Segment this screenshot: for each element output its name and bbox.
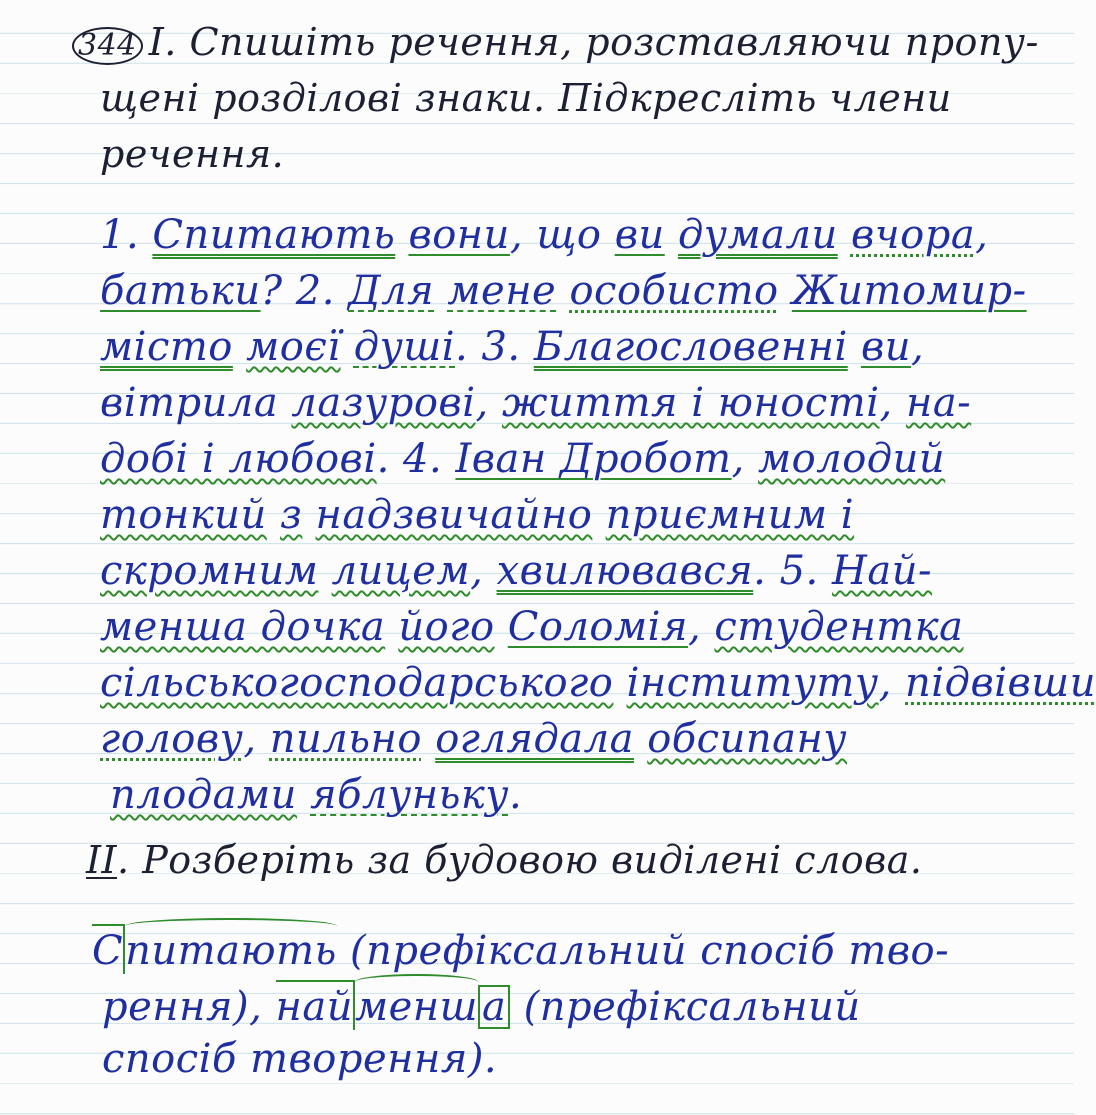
answer-line-11	[110, 772, 522, 818]
adverbial-word: підвівши	[905, 660, 1096, 706]
attribute-word: на-	[905, 380, 972, 426]
attribute-word: приємним і	[605, 492, 855, 538]
attribute-word: моєї	[246, 324, 341, 370]
ending-mark: а	[478, 985, 510, 1029]
text-fragment: . 4.	[376, 436, 456, 482]
answer2-text: (префіксальний	[510, 984, 861, 1030]
address-word: вітрила	[100, 380, 279, 426]
task-line-1	[72, 20, 1039, 65]
text-fragment: ,	[687, 604, 715, 650]
answer-line-5	[100, 436, 945, 482]
part2-roman: II	[86, 838, 118, 882]
attribute-word: його	[398, 604, 495, 650]
attribute-word: добі і любові	[100, 436, 377, 482]
attribute-word: менша дочка	[100, 604, 386, 650]
text-fragment	[495, 604, 508, 650]
text-fragment: ,	[243, 716, 270, 762]
answer-line-7	[100, 548, 932, 594]
text-fragment: ,	[470, 548, 497, 594]
text-fragment: .	[508, 772, 523, 818]
object-word: яблуньку	[310, 772, 509, 818]
text-fragment	[233, 324, 246, 370]
text-fragment	[779, 268, 792, 314]
answer2-line-1	[92, 924, 949, 974]
text-fragment: ? 2.	[260, 268, 349, 314]
predicate-word: хвилювався	[496, 548, 754, 594]
attribute-word: життя і юності	[501, 380, 880, 426]
answer2-line-3	[102, 1036, 497, 1082]
root-mark: менш	[354, 984, 479, 1030]
answer-line-3	[100, 324, 924, 370]
answer-line-4	[100, 380, 971, 426]
predicate-word: думали	[677, 212, 838, 258]
text-fragment	[434, 268, 447, 314]
attribute-word: з	[280, 492, 303, 538]
attribute-word: інституту	[626, 660, 879, 706]
text-fragment	[665, 212, 678, 258]
text-fragment: ,	[975, 212, 989, 258]
text-fragment: ,	[911, 324, 925, 370]
text-fragment: ,	[878, 660, 906, 706]
subject-word: ви	[860, 324, 911, 370]
adverbial-word: пильно	[269, 716, 422, 762]
adverbial-word: вчора	[850, 212, 976, 258]
task-number: 344	[72, 27, 143, 65]
attribute-word: плодами	[110, 772, 297, 818]
attribute-word: студентка	[714, 604, 964, 650]
text-fragment	[556, 268, 569, 314]
answer-line-10	[100, 716, 847, 762]
adverbial-word: голову	[100, 716, 244, 762]
root-mark: питають	[125, 928, 337, 974]
answer-line-9	[100, 660, 1096, 706]
task-line-3	[100, 132, 284, 176]
predicate-word: Благословенні	[533, 324, 848, 370]
text-fragment	[422, 716, 435, 762]
attribute-word: обсипану	[647, 716, 848, 762]
answer2-text: рення),	[102, 984, 276, 1030]
attribute-word: Най-	[831, 548, 932, 594]
attribute-word: сільськогосподарського	[100, 660, 614, 706]
text-fragment	[592, 492, 605, 538]
task-line-2	[100, 76, 952, 120]
task2-line	[86, 838, 923, 882]
answer-line-2	[100, 268, 1027, 314]
task-text-line-2: щені розділові знаки. Підкресліть члени	[100, 76, 952, 120]
task2-text: . Розберіть за будовою виділені слова.	[117, 838, 923, 882]
subject-word: Соломія	[507, 604, 688, 650]
object-word: душі	[353, 324, 456, 370]
answer2-line-2	[102, 980, 861, 1030]
subject-word: Іван Дробот	[455, 436, 732, 482]
text-fragment: . 5.	[753, 548, 832, 594]
prefix-mark: най	[276, 980, 355, 1030]
object-word: Для	[348, 268, 435, 314]
predicate-word: оглядала	[435, 716, 634, 762]
predicate-word: місто	[100, 324, 233, 370]
text-fragment: , що	[509, 212, 615, 258]
object-word: мене	[447, 268, 557, 314]
attribute-word: лазурові	[291, 380, 476, 426]
answer2-text: спосіб творення).	[102, 1036, 498, 1082]
attribute-word: лицем	[331, 548, 471, 594]
text-fragment	[385, 604, 398, 650]
text-fragment	[318, 548, 331, 594]
answer-line-1	[100, 212, 988, 258]
text-fragment: ,	[879, 380, 906, 426]
text-fragment	[302, 492, 315, 538]
subject-word: Житомир-	[791, 268, 1027, 314]
attribute-word: молодий	[758, 436, 946, 482]
attribute-word: тонкий	[100, 492, 267, 538]
answer2-text: (префіксальний спосіб тво-	[336, 928, 950, 974]
text-fragment: . 3.	[455, 324, 534, 370]
task-text-line-3: речення.	[100, 132, 285, 176]
attribute-word: скромним	[100, 548, 319, 594]
text-fragment	[395, 212, 408, 258]
text-fragment	[848, 324, 861, 370]
text-fragment	[634, 716, 647, 762]
subject-word: ви	[614, 212, 665, 258]
text-fragment	[613, 660, 626, 706]
text-fragment	[341, 324, 354, 370]
answer-line-8	[100, 604, 963, 650]
text-fragment: ,	[475, 380, 502, 426]
text-fragment	[267, 492, 280, 538]
subject-word: батьки	[100, 268, 261, 314]
text-fragment	[297, 772, 310, 818]
prefix-mark: С	[92, 924, 125, 974]
text-fragment	[278, 380, 291, 426]
text-fragment	[838, 212, 851, 258]
answer-line-6	[100, 492, 854, 538]
subject-word: вони	[408, 212, 510, 258]
attribute-word: надзвичайно	[315, 492, 593, 538]
part1-roman: I.	[148, 20, 177, 64]
task-text-line-1: Спишіть речення, розставляючи пропу-	[189, 20, 1039, 64]
text-fragment: ,	[731, 436, 758, 482]
adverbial-word: особисто	[569, 268, 779, 314]
text-fragment: 1.	[100, 212, 153, 258]
predicate-word: Спитають	[152, 212, 396, 258]
